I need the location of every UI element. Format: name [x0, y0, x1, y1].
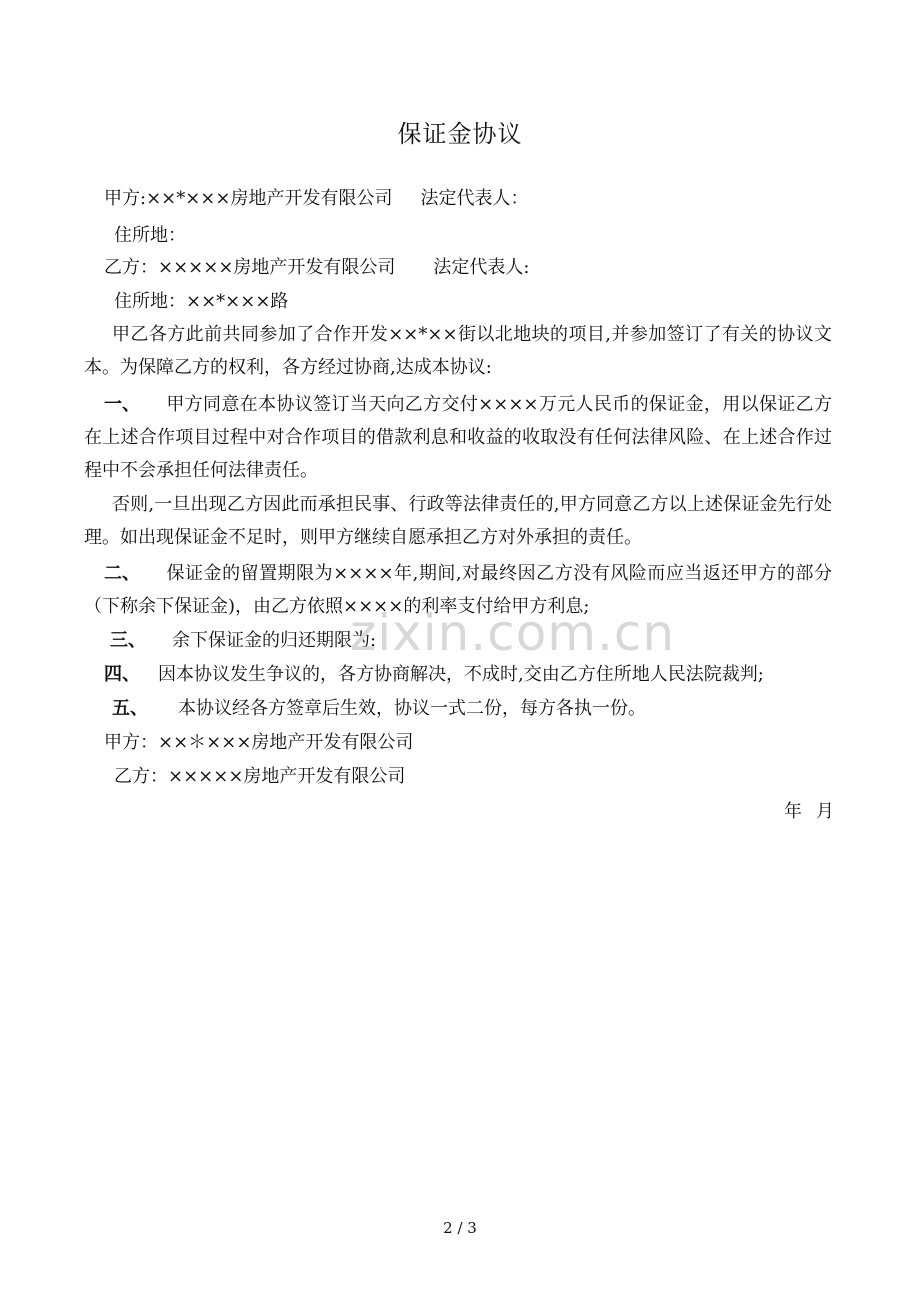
clause-5-number: 五、 [112, 698, 148, 719]
party-a-line [104, 187, 832, 211]
page-number: 2 / 3 [443, 1219, 477, 1237]
clause-3-number: 三、 [110, 630, 146, 651]
party-a-label: 甲方:××*×××房地产开发有限公司 [104, 188, 393, 209]
date-month: 月 [816, 801, 834, 822]
preamble-paragraph: 甲乙各方此前共同参加了合作开发××*××街以北地块的项目,并参加签订了有关的协议文本。为保障乙方的权利，各方经过协商,达成本协议: [84, 324, 832, 378]
party-b-address: 住所地：××*×××路 [114, 291, 289, 312]
clause-1-text: 甲方同意在本协议签订当天向乙方交付××××万元人民币的保证金，用以保证乙方在上述合作项目过程中对合作项目的借款利息和收益的收取没有任何法律风险、在上述合作过程中不会承担任何法律责任。 [84, 394, 832, 481]
signature-party-a: 甲方：××＊×××房地产开发有限公司 [104, 732, 414, 753]
otherwise-paragraph: 否则,一旦出现乙方因此而承担民事、行政等法律责任的,甲方同意乙方以上述保证金先行处理。如出现保证金不足时，则甲方继续自愿承担乙方对外承担的责任。 [84, 494, 832, 548]
clause-2-number: 二、 [104, 563, 140, 584]
clause-3-text: 余下保证金的归还期限为: [172, 630, 377, 651]
clause-1-number: 一、 [104, 394, 140, 415]
clause-2-text: 保证金的留置期限为××××年,期间,对最终因乙方没有风险而应当返还甲方的部分（下称余下保证金)，由乙方依照××××的利率支付给甲方利息; [84, 563, 832, 617]
party-b-rep: 法定代表人: [433, 257, 530, 278]
document-title: 保证金协议 [397, 120, 523, 148]
party-a-address: 住所地： [114, 225, 186, 246]
clause-5-text: 本协议经各方签章后生效，协议一式二份，每方各执一份。 [178, 698, 646, 719]
clause-5 [84, 697, 832, 721]
signature-party-b: 乙方：×××××房地产开发有限公司 [114, 766, 406, 787]
party-a-rep: 法定代表人： [420, 188, 529, 209]
clause-4-number: 四、 [104, 664, 140, 685]
clause-4 [84, 663, 832, 687]
party-b-line [104, 256, 832, 280]
party-b-label: 乙方：×××××房地产开发有限公司 [104, 257, 396, 278]
clause-4-text: 因本协议发生争议的，各方协商解决，不成时,交由乙方住所地人民法院裁判; [158, 664, 764, 685]
date-year: 年 [784, 801, 802, 822]
clause-1 [84, 388, 832, 487]
signature-date [770, 800, 834, 824]
watermark: zixin.com.cn [350, 604, 676, 662]
